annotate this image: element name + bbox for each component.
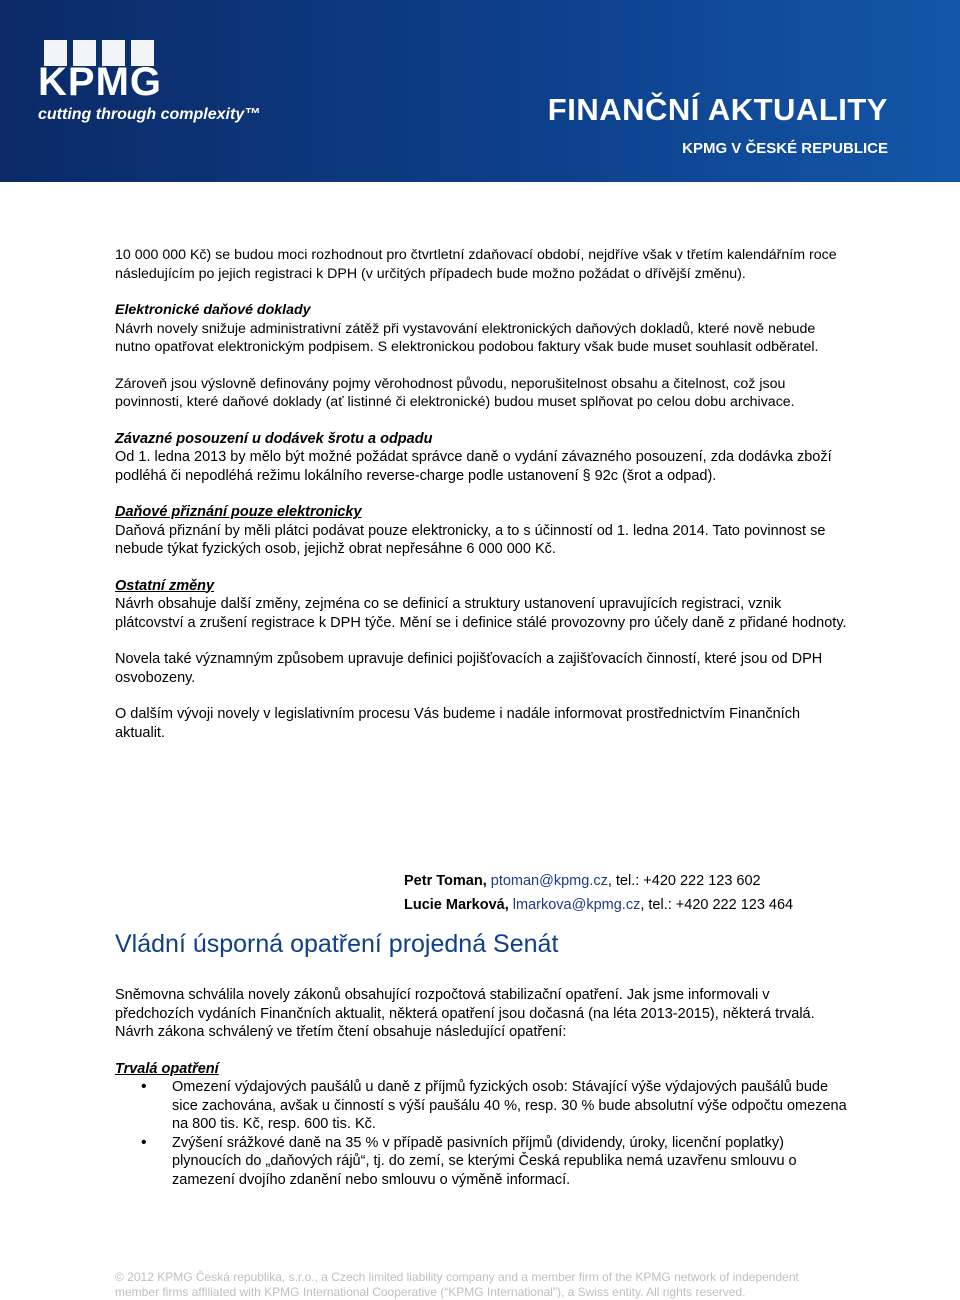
contact-phone: , tel.: +420 222 123 602 — [607, 873, 761, 889]
contact-email-link[interactable]: lmarkova@kpmg.cz — [512, 897, 641, 913]
kpmg-tagline: cutting through complexity™ — [38, 106, 261, 123]
page-footer — [115, 1270, 855, 1299]
tax-return-paragraph: Daňová přiznání by měli plátci podávat pouze elektronicky, a to s účinností od 1. ledna 2014. Tato povinnost se nebude týkat fyzických osob, jejichž obrat nepřesáhne 6 000 000 Kč. — [115, 522, 826, 557]
contact-phone: , tel.: +420 222 123 464 — [640, 897, 794, 913]
list-item-text: Zvýšení srážkové daně na 35 % v případě pasivních příjmů (dividendy, úroky, licenční poplatky) plynoucích do „daňových rájů“, tj. do zemí, se kterými Česká republika nemá uzavřenu smlouvu o zamezení dvojího zdanění nebo smlouvu o výměně informací. — [172, 1134, 797, 1188]
kpmg-logo: KPMG — [38, 60, 162, 104]
newsletter-subtitle: KPMG V ČESKÉ REPUBLICE — [682, 140, 888, 157]
contacts-block — [404, 869, 793, 917]
other-changes-heading: Ostatní změny — [115, 577, 215, 594]
list-item — [115, 1078, 850, 1134]
scrap-paragraph: Od 1. ledna 2013 by mělo být možné požádat správce daně o vydání závazného posouzení, zda dodávka zboží podléhá či nepodléhá režimu lokálního reverse-charge podle ustanovení § 92c (šrot a odpad). — [115, 449, 832, 484]
list-item — [115, 1134, 850, 1190]
footer-line: member firms affiliated with KPMG International Cooperative (“KPMG International”), a Swiss entity. All rights reserved. — [115, 1284, 746, 1299]
scrap-heading: Závazné posouzení u dodávek šrotu a odpadu — [115, 430, 433, 447]
permanent-measures-heading: Trvalá opatření — [115, 1060, 219, 1077]
measures-list — [115, 1078, 850, 1189]
elec-docs-paragraph: Návrh novely snižuje administrativní zátěž při vystavování elektronických daňových dokladů, které nově nebude nutno opatřovat elektronickým podpisem. S elektronickou podobou faktury však bude muset souhlasit odběratel. — [115, 320, 819, 355]
intro-paragraph: 10 000 000 Kč) se budou moci rozhodnout pro čtvrtletní zdaňovací období, nejdříve však v třetím kalendářním roce následujícím po jejich registraci k DPH (v určitých případech bude možno požádat o dřívější změnu). — [115, 247, 837, 282]
section-title: Vládní úsporná opatření projedná Senát — [115, 930, 559, 958]
contact-row — [404, 869, 793, 893]
elec-docs-heading: Elektronické daňové doklady — [115, 302, 311, 318]
section-intro: Sněmovna schválila novely zákonů obsahující rozpočtová stabilizační opatření. Jak jsme informovali v předchozích vydáních Finančních aktualit, některá opatření jsou dočasná (na léta 2013-2015), některá trvalá. Návrh zákona schválený ve třetím čtení obsahuje následující opatření: — [115, 987, 815, 1040]
contact-email-link[interactable]: ptoman@kpmg.cz — [490, 873, 608, 889]
insurance-paragraph: Novela také významným způsobem upravuje definici pojišťovacích a zajišťovacích činností, které jsou od DPH osvobozeny. — [115, 651, 823, 686]
article-body — [115, 246, 850, 742]
other-changes-paragraph: Návrh obsahuje další změny, zejména co se definicí a struktury ustanovení upravujících registraci, vznik plátcovství a zrušení registrace k DPH týče. Mění se i definice stálé provozovny pro účely daně z přidané hodnoty. — [115, 596, 847, 631]
closing-paragraph: O dalším vývoji novely v legislativním procesu Vás budeme i nadále informovat prostřednictvím Finančních aktualit. — [115, 706, 801, 741]
bullet-icon: • — [141, 1133, 147, 1151]
contact-name: Lucie Marková, — [404, 897, 509, 913]
section-body — [115, 986, 850, 1189]
newsletter-title: FINANČNÍ AKTUALITY — [547, 92, 888, 127]
tax-return-heading: Daňové přiznání pouze elektronicky — [115, 504, 362, 520]
page-header — [0, 0, 960, 182]
elec-docs-paragraph-2: Zároveň jsou výslovně definovány pojmy věrohodnost původu, neporušitelnost obsahu a čitelnost, což jsou povinnosti, které daňové doklady (ať listinné či elektronické) budou muset splňovat po celou dobu archivace. — [115, 375, 795, 410]
contact-row — [404, 893, 793, 917]
bullet-icon: • — [141, 1078, 147, 1095]
list-item-text: Omezení výdajových paušálů u daně z příjmů fyzických osob: Stávající výše výdajových paušálů bude sice zachována, avšak u činností s výší paušálu 40 %, resp. 30 % bude absolutní výše odpočtu omezena na 800 tis. Kč, resp. 600 tis. Kč. — [172, 1079, 847, 1132]
footer-line: © 2012 KPMG Česká republika, s.r.o., a Czech limited liability company and a member firm of the KPMG network of independent — [115, 1270, 799, 1284]
contact-name: Petr Toman, — [404, 873, 487, 889]
